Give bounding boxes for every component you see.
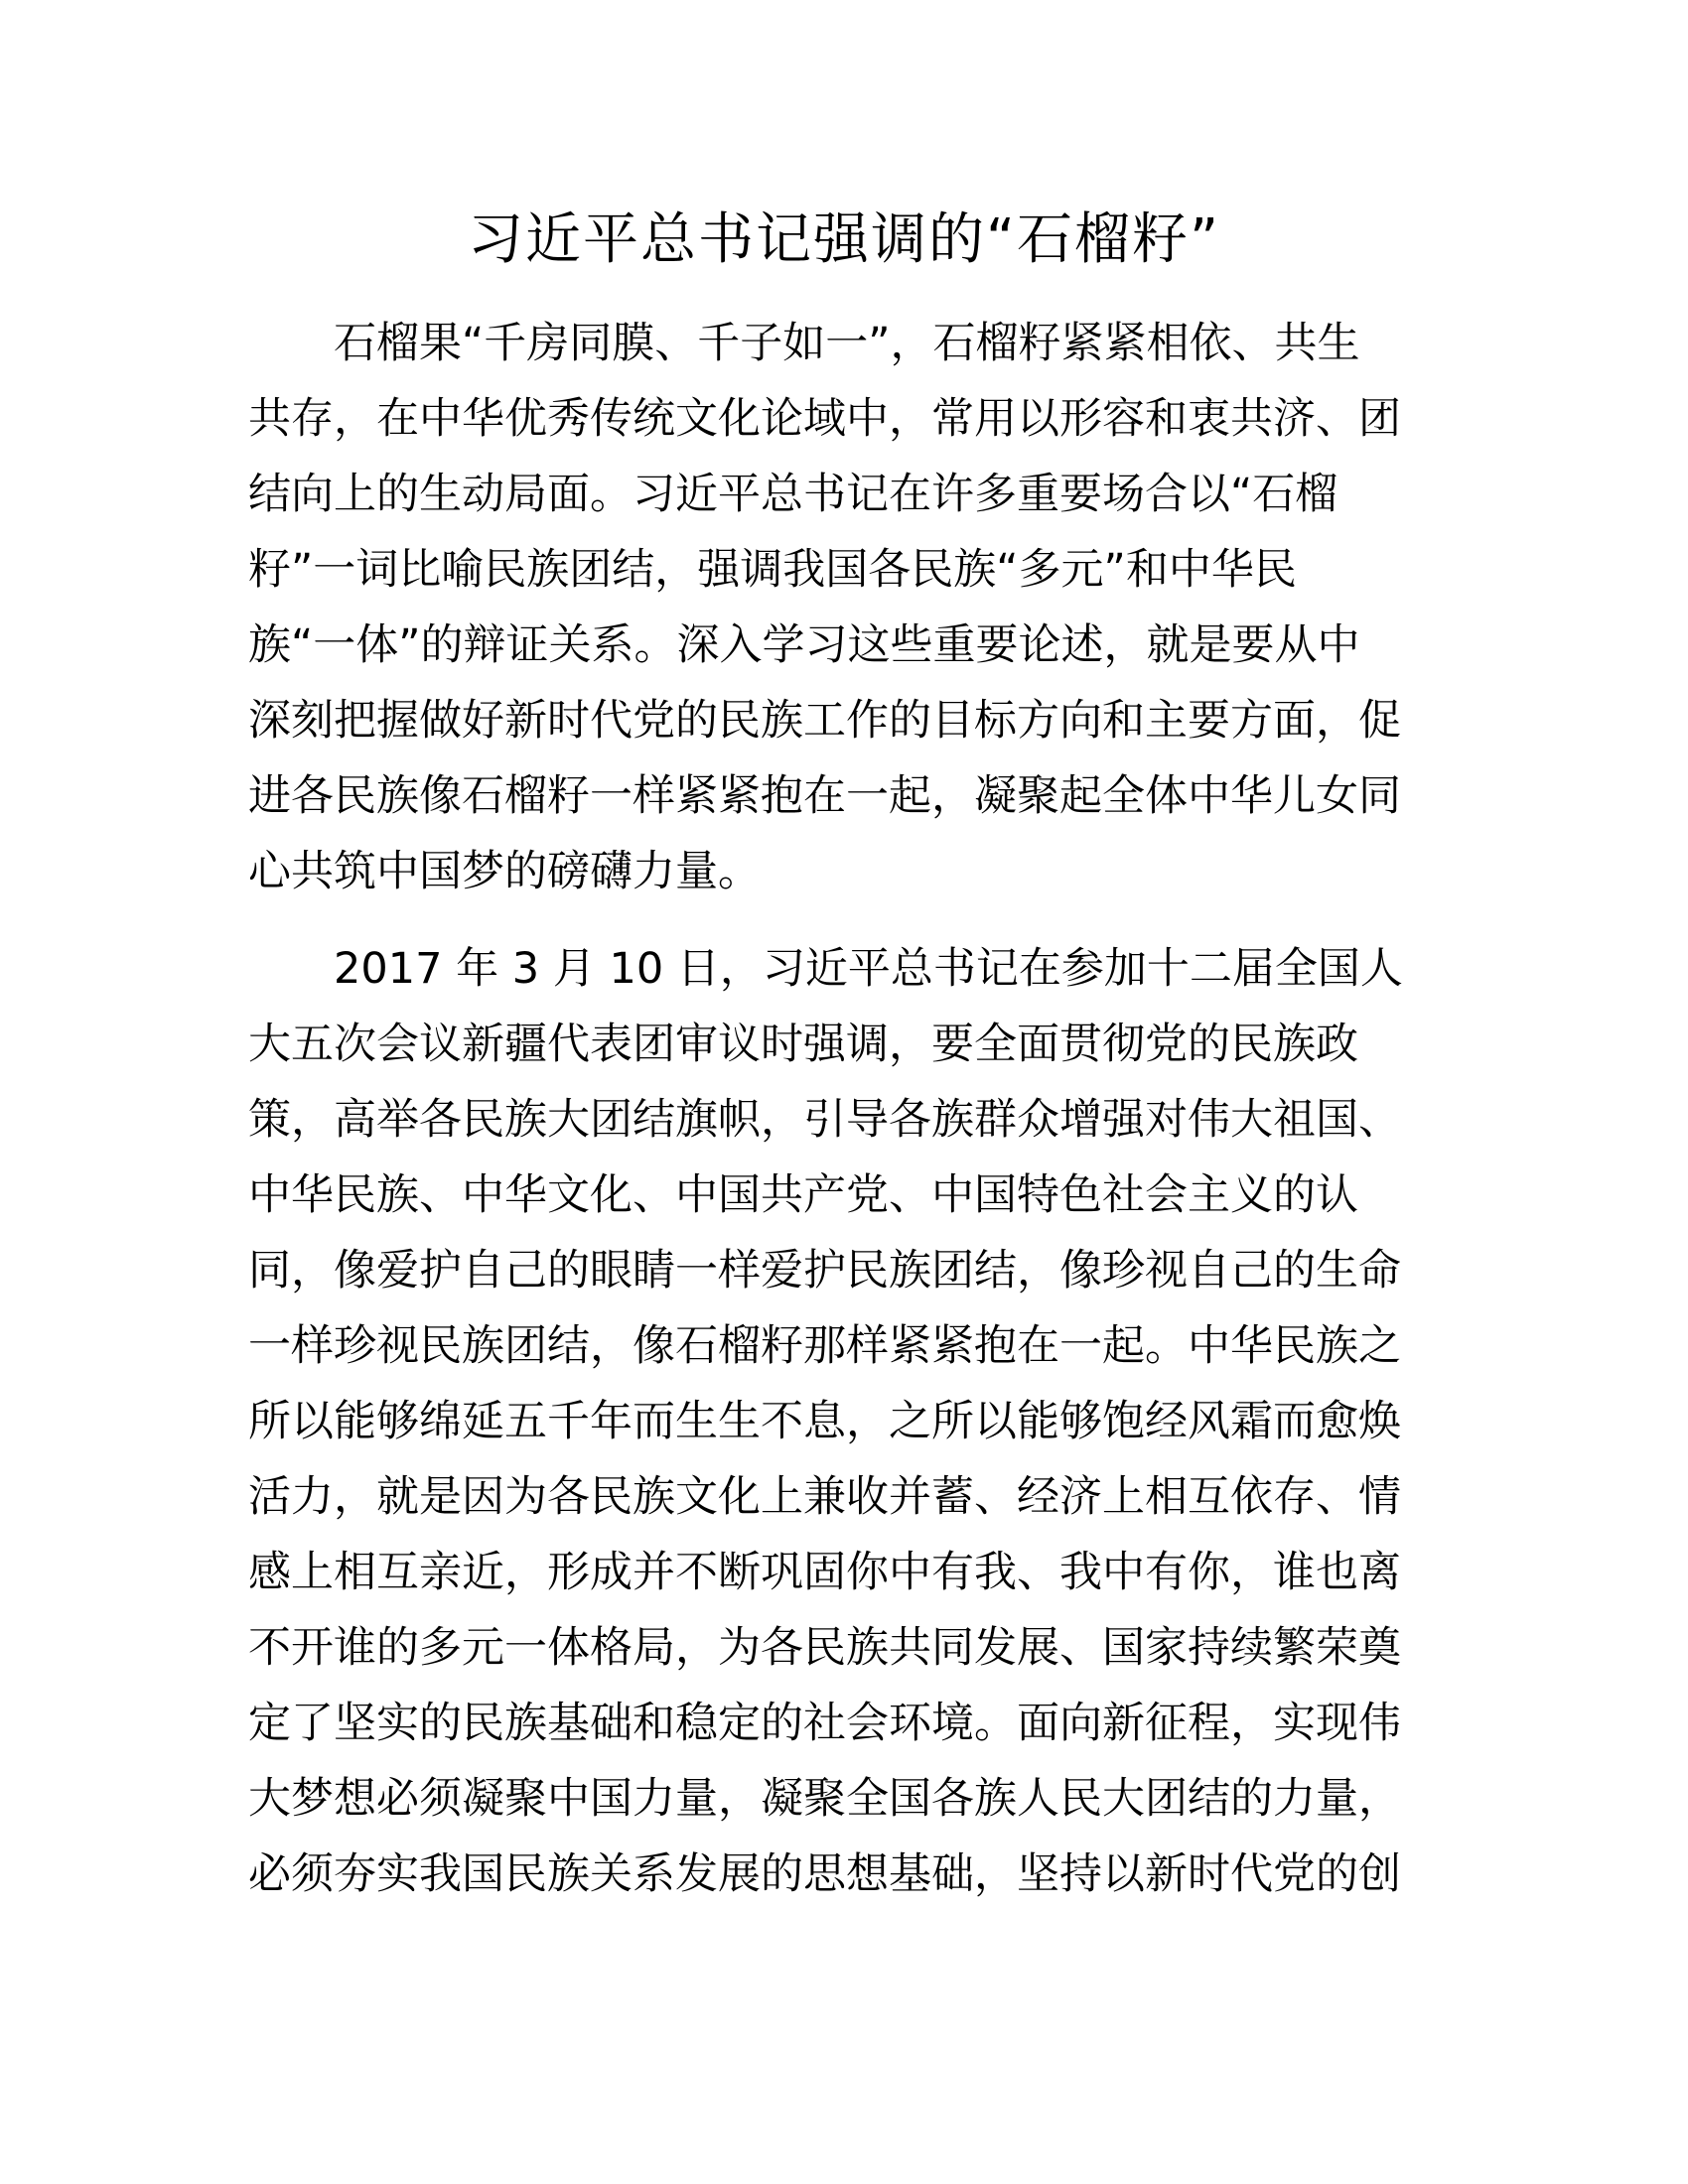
document-body [248, 306, 1440, 1934]
paragraph-1: 石榴果“千房同膜、千子如一”，石榴籽紧紧相依、共生 共存，在中华优秀传统文化论域中，常用以形容和衷共济、团 结向上的生动局面。习近平总书记在许多重要场合以“石榴 籽”一词比喻民族团结，强调我国各民族“多元”和中华民 族“一体”的辩证关系。深入学习这些重要论述，就是要从中 深刻把握做好新时代党的民族工作的目标方向和主要方面，促 进各民族像石榴籽一样紧紧抱在一起，凝聚起全体中华儿女同 心共筑中国梦的磅礴力量。 [248, 319, 1401, 896]
document-title: 习近平总书记强调的“石榴籽” [467, 207, 1221, 272]
paragraph-2: 2017 年 3 月 10 日，习近平总书记在参加十二届全国人 大五次会议新疆代表团审议时强调，要全面贯彻党的民族政 策，高举各民族大团结旗帜，引导各族群众增强对伟大祖国、 中华民族、中华文化、中国共产党、中国特色社会主义的认 同，像爱护自己的眼睛一样爱护民族团结，像珍视自己的生命 一样珍视民族团结，像石榴籽那样紧紧抱在一起。中华民族之 所以能够绵延五千年而生生不息，之所以能够饱经风霜而愈焕 活力，就是因为各民族文化上兼收并蓄、经济上相互依存、情 感上相互亲近，形成并不断巩固你中有我、我中有你，谁也离 不开谁的多元一体格局，为各民族共同发展、国家持续繁荣奠 定了坚实的民族基础和稳定的社会环境。面向新征程，实现伟 大梦想必须凝聚中国力量，凝聚全国各族人民大团结的力量， 必须夯实我国民族关系发展的思想基础，坚持以新时代党的创 [248, 944, 1403, 1899]
